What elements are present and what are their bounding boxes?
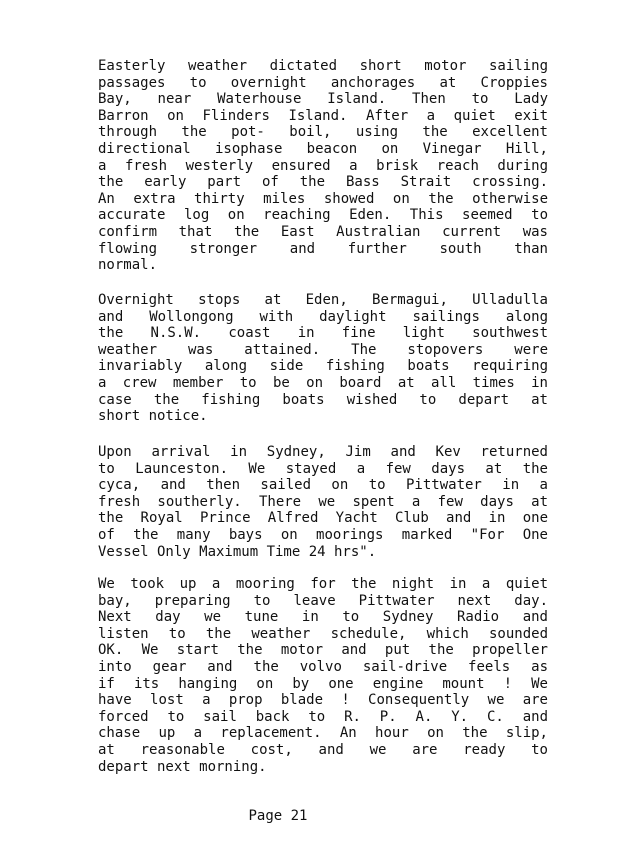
text-line: We took up a mooring for the night in a quiet [98, 576, 548, 592]
text-line: and Wollongong with daylight sailings along [98, 308, 548, 325]
text-line: flowing stronger and further south than [98, 240, 548, 257]
text-line: case the fishing boats wished to depart at [98, 391, 548, 408]
text-line: forced to sail back to R. P. A. Y. C. and [98, 708, 548, 725]
text-line: the Royal Prince Alfred Yacht Club and in one [98, 510, 548, 527]
page-number-label: Page 21 [248, 808, 308, 824]
text-line: at reasonable cost, and we are ready to [98, 741, 548, 758]
text-line: An extra thirty miles showed on the otherwise [98, 190, 548, 207]
text-line: Bay, near Waterhouse Island. Then to Lady [98, 91, 548, 108]
text-line: fresh southerly. There we spent a few days at [98, 493, 548, 510]
text-line: OK. We start the motor and put the propeller [98, 642, 548, 659]
text-line: of the many bays on moorings marked "For One [98, 526, 548, 543]
text-line: directional isophase beacon on Vinegar Hill, [98, 140, 548, 157]
text-line: a crew member to be on board at all times in [98, 374, 548, 391]
page-number [0, 808, 622, 824]
paragraph-4 [98, 576, 548, 775]
text-line: Next day we tune in to Sydney Radio and [98, 609, 548, 626]
text-line: have lost a prop blade ! Consequently we are [98, 692, 548, 709]
text-line: bay, preparing to leave Pittwater next day. [98, 592, 548, 609]
paragraph-2 [98, 292, 548, 425]
text-line: through the pot- boil, using the excellent [98, 124, 548, 141]
text-line: Upon arrival in Sydney, Jim and Kev returned [98, 444, 548, 460]
text-line: a fresh westerly ensured a brisk reach during [98, 157, 548, 174]
text-line: Vessel Only Maximum Time 24 hrs". [98, 543, 377, 560]
text-line: Easterly weather dictated short motor sailing [98, 58, 548, 74]
text-line: depart next morning. [98, 758, 267, 775]
text-line: passages to overnight anchorages at Croppies [98, 74, 548, 91]
text-line: to Launceston. We stayed a few days at the [98, 460, 548, 477]
text-line: normal. [98, 257, 158, 274]
text-line: invariably along side fishing boats requiring [98, 358, 548, 375]
paragraph-1 [98, 58, 548, 274]
paragraph-3 [98, 444, 548, 560]
text-line: confirm that the East Australian current was [98, 223, 548, 240]
text-line: accurate log on reaching Eden. This seemed to [98, 207, 548, 224]
text-line: the early part of the Bass Strait crossing. [98, 174, 548, 191]
text-line: Barron on Flinders Island. After a quiet exit [98, 107, 548, 124]
text-line: if its hanging on by one engine mount ! We [98, 675, 548, 692]
text-line: listen to the weather schedule, which sounded [98, 625, 548, 642]
text-line: Overnight stops at Eden, Bermagui, Ulladulla [98, 292, 548, 308]
text-line: weather was attained. The stopovers were [98, 341, 548, 358]
text-line: short notice. [98, 408, 208, 425]
text-line: cyca, and then sailed on to Pittwater in a [98, 477, 548, 494]
text-line: into gear and the volvo sail-drive feels as [98, 658, 548, 675]
text-line: the N.S.W. coast in fine light southwest [98, 325, 548, 342]
text-line: chase up a replacement. An hour on the slip, [98, 725, 548, 742]
